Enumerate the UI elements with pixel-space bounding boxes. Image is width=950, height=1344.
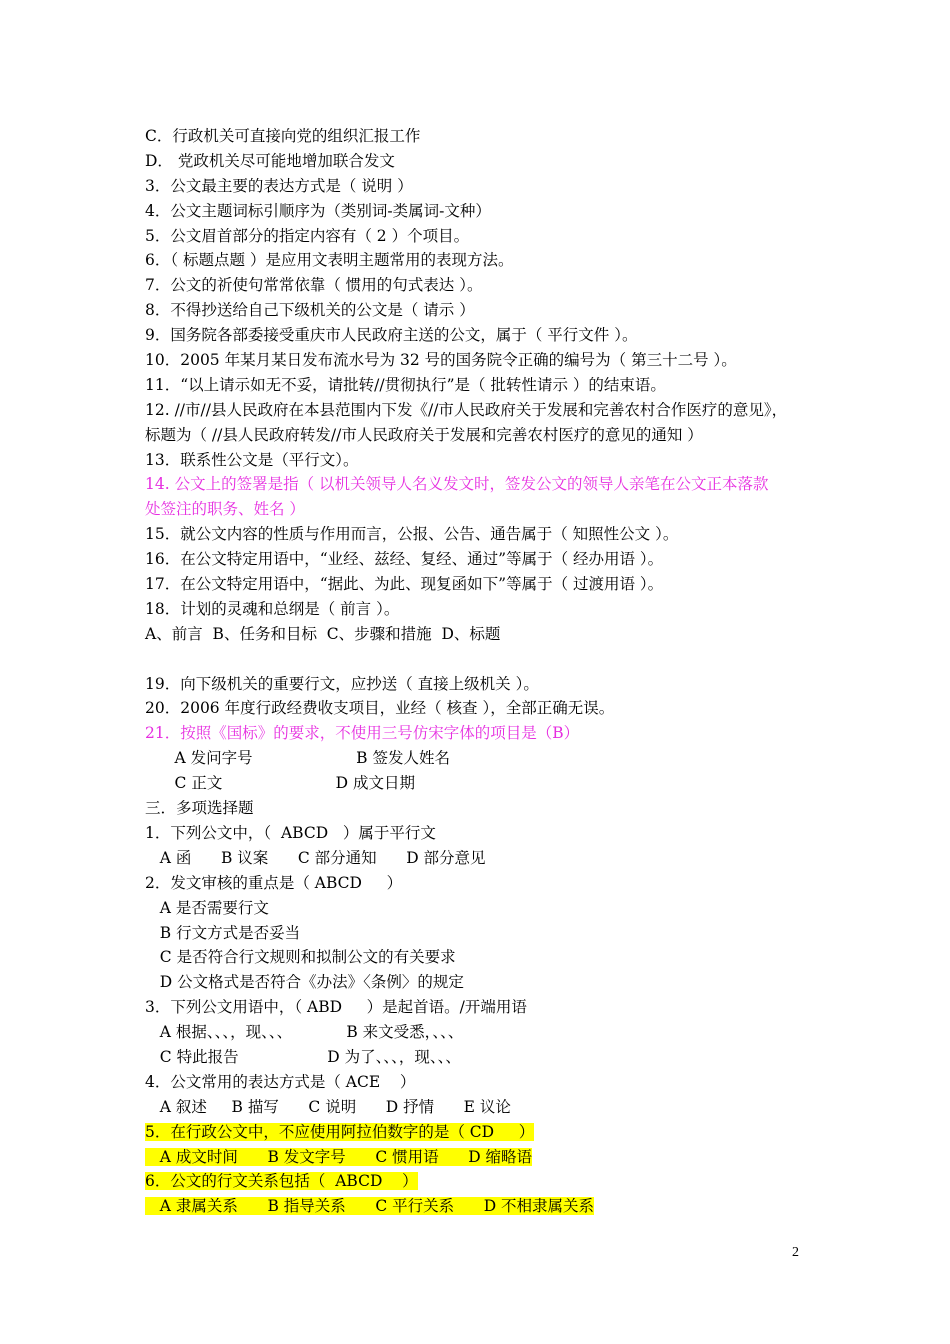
text-line-content: 18．计划的灵魂和总纲是（ 前言 ）。	[145, 599, 400, 618]
page-number: 2	[792, 1245, 799, 1260]
text-line	[145, 647, 825, 672]
text-line	[145, 298, 825, 323]
text-line-content: 4．公文主题词标引顺序为（类别词-类属词-文种）	[145, 201, 491, 220]
text-line-content: A 发问字号 B 签发人姓名	[145, 749, 450, 768]
text-line-content: A 叙述 B 描写 C 说明 D 抒情 E 议论	[145, 1097, 511, 1116]
text-line	[145, 1045, 825, 1070]
text-line-content: 16．在公文特定用语中，“业经、兹经、复经、通过”等属于（ 经办用语 ）。	[145, 550, 664, 569]
text-line	[145, 124, 825, 149]
text-line-content: C 是否符合行文规则和拟制公文的有关要求	[145, 948, 456, 967]
text-line-content: C．行政机关可直接向党的组织汇报工作	[145, 127, 421, 145]
text-line-content: A 是否需要行文	[145, 898, 269, 917]
text-line-content: 8．不得抄送给自己下级机关的公文是（ 请示 ）	[145, 301, 475, 320]
text-line	[145, 1070, 825, 1095]
text-line	[145, 771, 825, 796]
text-line-content: 10．2005 年某月某日发布流水号为 32 号的国务院令正确的编号为（ 第三十二号 ）。	[145, 351, 737, 370]
text-line	[145, 224, 825, 249]
text-line-content: 5．公文眉首部分的指定内容有（ 2 ）个项目。	[145, 226, 470, 245]
text-line-content: 3．公文最主要的表达方式是（ 说明 ）	[145, 176, 413, 195]
text-line-content: 2．发文审核的重点是（ ABCD ）	[145, 873, 403, 892]
text-line-content: 11．“以上请示如无不妥，请批转//贯彻执行”是（ 批转性请示 ）的结束语。	[145, 375, 666, 394]
text-line	[145, 995, 825, 1020]
text-line-content: D 公文格式是否符合《办法》〈条例〉的规定	[145, 973, 464, 992]
text-line-content: C 特此报告 D 为了、、、，现、、、	[145, 1047, 461, 1066]
text-line-content: 20．2006 年度行政经费收支项目，业经（ 核查 ），全部正确无误。	[145, 699, 615, 718]
text-line	[145, 348, 825, 373]
text-line	[145, 672, 825, 697]
text-line-content: 9．国务院各部委接受重庆市人民政府主送的公文，属于（ 平行文件 ）。	[145, 326, 638, 345]
text-line	[145, 970, 825, 995]
text-line	[145, 597, 825, 622]
text-line-content: 3．下列公文用语中，（ ABD ）是起首语。/开端用语	[145, 998, 527, 1017]
text-line-content: A 隶属关系 B 指导关系 C 平行关系 D 不相隶属关系	[145, 1197, 595, 1216]
text-line	[145, 398, 825, 423]
text-line	[145, 1169, 825, 1194]
text-line	[145, 746, 825, 771]
text-line-content: 12. //市//县人民政府在本县范围内下发《//市人民政府关于发展和完善农村合作医疗的意见》，	[145, 400, 788, 419]
text-line	[145, 497, 825, 522]
text-line	[145, 945, 825, 970]
text-line	[145, 1020, 825, 1045]
text-line-content: 处签注的职务、姓名 ）	[145, 500, 305, 519]
text-line	[145, 472, 825, 497]
text-line-content: B 行文方式是否妥当	[145, 923, 301, 942]
text-line-content: 4．公文常用的表达方式是（ ACE ）	[145, 1072, 416, 1091]
text-line	[145, 174, 825, 199]
text-line	[145, 547, 825, 572]
text-line	[145, 871, 825, 896]
text-line-content: 6．（ 标题点题 ）是应用文表明主题常用的表现方法。	[145, 251, 514, 270]
text-line-content: 13．联系性公文是（平行文）。	[145, 450, 359, 469]
text-line	[145, 846, 825, 871]
text-line	[145, 796, 825, 821]
text-line	[145, 273, 825, 298]
text-line-content: C 正文 D 成文日期	[145, 774, 416, 793]
text-line-content: 21．按照《国标》的要求，不使用三号仿宋字体的项目是（B）	[145, 724, 580, 743]
text-line-content: 17．在公文特定用语中，“据此、为此、现复函如下”等属于（ 过渡用语 ）。	[145, 575, 664, 594]
text-line-content: 19．向下级机关的重要行文，应抄送（ 直接上级机关 ）。	[145, 674, 539, 693]
text-line-content: 7．公文的祈使句常常依靠（ 惯用的句式表达 ）。	[145, 276, 483, 295]
text-line	[145, 821, 825, 846]
text-line-content: D． 党政机关尽可能地增加联合发文	[145, 151, 395, 170]
text-line	[145, 448, 825, 473]
text-line-content: A 根据、、、，现、、、 B 来文受悉，、、、	[145, 1023, 464, 1042]
text-line	[145, 1095, 825, 1120]
text-line-content: 5．在行政公文中，不应使用阿拉伯数字的是（ CD ）	[145, 1122, 535, 1141]
text-line-content: A 成文时间 B 发文字号 C 惯用语 D 缩略语	[145, 1147, 533, 1166]
text-line	[145, 323, 825, 348]
text-line	[145, 373, 825, 398]
text-line	[145, 423, 825, 448]
text-line-content: 14. 公文上的签署是指（ 以机关领导人名义发文时，签发公文的领导人亲笔在公文正本落款	[145, 475, 769, 494]
text-line-content: A、前言 B、任务和目标 C、步骤和措施 D、标题	[145, 624, 501, 643]
text-line	[145, 149, 825, 174]
text-line	[145, 199, 825, 224]
text-line	[145, 1194, 825, 1219]
text-line	[145, 572, 825, 597]
text-line-content: 6．公文的行文关系包括（ ABCD ）	[145, 1172, 418, 1191]
text-line	[145, 921, 825, 946]
text-line	[145, 248, 825, 273]
text-line	[145, 1120, 825, 1145]
text-line-content: 15．就公文内容的性质与作用而言，公报、公告、通告属于（ 知照性公文 ）。	[145, 525, 679, 544]
text-line	[145, 721, 825, 746]
text-line-content: 标题为（ //县人民政府转发//市人民政府关于发展和完善农村医疗的意见的通知 ）	[145, 425, 703, 444]
document-body	[145, 124, 825, 1219]
text-line	[145, 622, 825, 647]
text-line	[145, 522, 825, 547]
text-line	[145, 696, 825, 721]
text-line	[145, 1145, 825, 1170]
text-line-content: A 函 B 议案 C 部分通知 D 部分意见	[145, 848, 486, 867]
text-line	[145, 896, 825, 921]
text-line-content: 1．下列公文中，（ ABCD ）属于平行文	[145, 823, 436, 842]
text-line-content: 三．多项选择题	[145, 799, 254, 818]
